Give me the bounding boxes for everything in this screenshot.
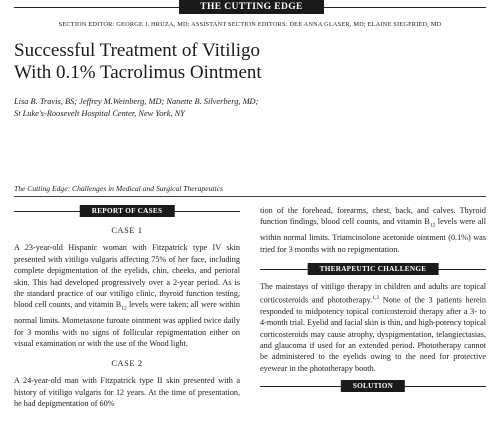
case-1-text-b: levels were taken; all were within normal limits. Mometasone furoate ointment was applied twice daily for 3 months with no signs of follicular repigmentation either on visual examination or with the use of the Wood light. [14,300,241,349]
left-column [14,205,240,413]
title-line-2: With 0.1% Tacrolimus Ointment [14,62,262,83]
right-column [260,205,486,398]
case-2-cont-text-a: tion of the forehead, forearms, chest, back, and calves. Thyroid function findings, blood cell counts, and vitamin B [260,206,486,227]
case-1-subscript: 12 [121,306,127,313]
challenge-reference: 1,2 [372,294,380,301]
challenge-paragraph [260,281,486,374]
section-label: REPORT OF CASES [80,205,175,217]
author-names: Lisa B. Travis, BS; Jeffrey M.Weinberg, MD; Nanette B. Silverberg, MD; [14,97,259,106]
solution-header [260,380,486,392]
case-2-cont-subscript: 12 [429,223,436,230]
title-line-1: Successful Treatment of Vitiligo [14,40,261,61]
author-affiliation: St Luke's-Roosevelt Hospital Center, New York, NY [14,109,185,118]
section-banner [0,0,500,14]
case-2-heading: CASE 2 [111,358,143,368]
author-block [14,96,486,120]
banner-label: THE CUTTING EDGE [179,0,324,14]
case-1-paragraph [14,242,240,349]
report-of-cases-header [14,205,240,217]
section-label: THERAPEUTIC CHALLENGE [308,263,439,275]
case-2-continued-paragraph [260,205,486,255]
section-editors: SECTION EDITOR: GEORGE J. HRUZA, MD; ASSISTANT SECTION EDITORS: DEE ANNA GLASER, MD; ELAINE SIEGFRIED, MD [58,21,442,28]
article-title [14,40,486,84]
case-1-heading: CASE 1 [111,226,143,235]
case-2-paragraph: A 24-year-old man with Fitzpatrick type II skin presented with a history of vitiligo vulgaris for 12 years. At the time of presentation, he had depigmentation of 60% [14,376,240,408]
case-1-text-a: A 23-year-old Hispanic woman with Fitzpatrick type IV skin presented with vitiligo vulgaris affecting 75% of her face, including complete depigmentation of the eyelids, chin, cheeks, and perioral skin. This had developed progressively over a 2-year period. As is the standard practice of our vitiligo clinic, thyroid function testing, blood cell counts, and vitamin B [14,243,240,310]
challenge-text-b: None of the 3 patients herein responded to midpotency topical corticosteroid therapy after a 3- to 4-month trial. Eyelid and facial skin is thin, and high-potency topical corticosteroids may cause atrophy, dyspigmentation, telangiectasias, and glaucoma if used for an extended period. Phototherapy cannot be administered to the eyelids owing to the need for protective eyewear in the phototherapy booth. [260,295,487,373]
therapeutic-challenge-header [260,263,486,275]
challenge-text-a: The mainstays of vitiligo therapy in children and adults are topical corticosteroids and phototherapy. [260,282,486,305]
series-title: The Cutting Edge: Challenges in Medical and Surgical Therapeutics [14,184,223,193]
case-2-cont-text-b: levels were all within normal limits. Triamcinolone acetonide ointment (0.1%) was tried for 3 months with no repigmentation. [260,217,486,254]
series-divider [14,196,486,197]
section-label: SOLUTION [341,380,405,392]
